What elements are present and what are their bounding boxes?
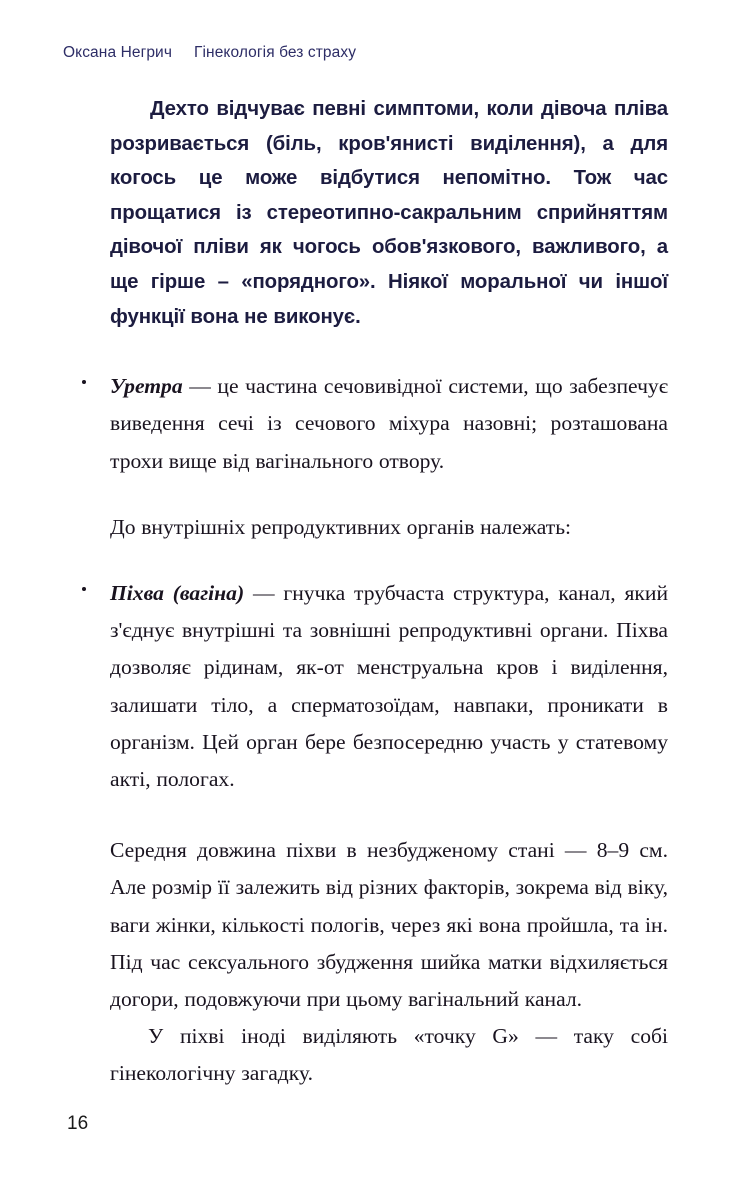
spacer <box>110 798 668 832</box>
running-head-author: Оксана Негрич <box>63 44 172 61</box>
list-item-body: — це частина сечовивідної системи, що забезпечує виведення сечі із сечового міхура назовні; розташована трохи вище від вагінального отвору. <box>110 374 668 473</box>
running-head <box>63 44 356 62</box>
paragraph-g-spot: У піхві іноді виділяють «точку G» — таку собі гінекологічну загадку. <box>110 1024 668 1086</box>
body-text-column <box>110 92 668 1093</box>
list-item-text <box>110 575 668 798</box>
list-item-body: — гнучка трубчаста структура, канал, який з'єднує внутрішні та зовнішні репродуктивні органи. Піхва дозволяє рідинам, як-от менструальна кров і виділення, залишати тіло, а сперматозоїдам, навпаки, проникати в організм. Цей орган бере безпосередню участь у статевому акті, пологах. <box>110 580 669 791</box>
list-item-vagina <box>110 575 668 798</box>
paragraph-internal-organs-intro: До внутрішніх репродуктивних органів належать: <box>110 514 572 539</box>
list-item-term: Піхва (вагіна) <box>110 580 245 605</box>
list-item-text <box>110 368 668 480</box>
running-head-title: Гінекологія без страху <box>194 44 357 61</box>
page-number: 16 <box>67 1113 89 1134</box>
list-item-term: Уретра <box>110 374 183 399</box>
spacer <box>110 480 668 509</box>
paragraph-vagina-length: Середня довжина піхви в незбудженому стані — 8–9 см. Але розмір її залежить від різних факторів, зокрема від віку, ваги жінки, кількості пологів, через які вона пройшла, та ін. Під час сексуального збудження шийка матки відхиляється догори, подовжуючи при цьому вагінальний канал. <box>110 838 668 1011</box>
bullet-dot-icon <box>82 587 86 591</box>
list-item-urethra <box>110 368 668 480</box>
paragraph-hymen-symptoms: Дехто відчуває певні симптоми, коли дівоча пліва розривається (біль, кров'янисті виділення), а для когось це може відбутися непомітно. Тож час прощатися із стереотипно-сакральним сприйняттям дівочої пліви як чогось обов'язкового, важливого, а ще гірше – «порядного». Ніякої моральної чи іншої функції вона не виконує. <box>110 98 668 328</box>
spacer <box>110 546 668 575</box>
bullet-dot-icon <box>82 380 86 384</box>
spacer <box>110 334 668 368</box>
